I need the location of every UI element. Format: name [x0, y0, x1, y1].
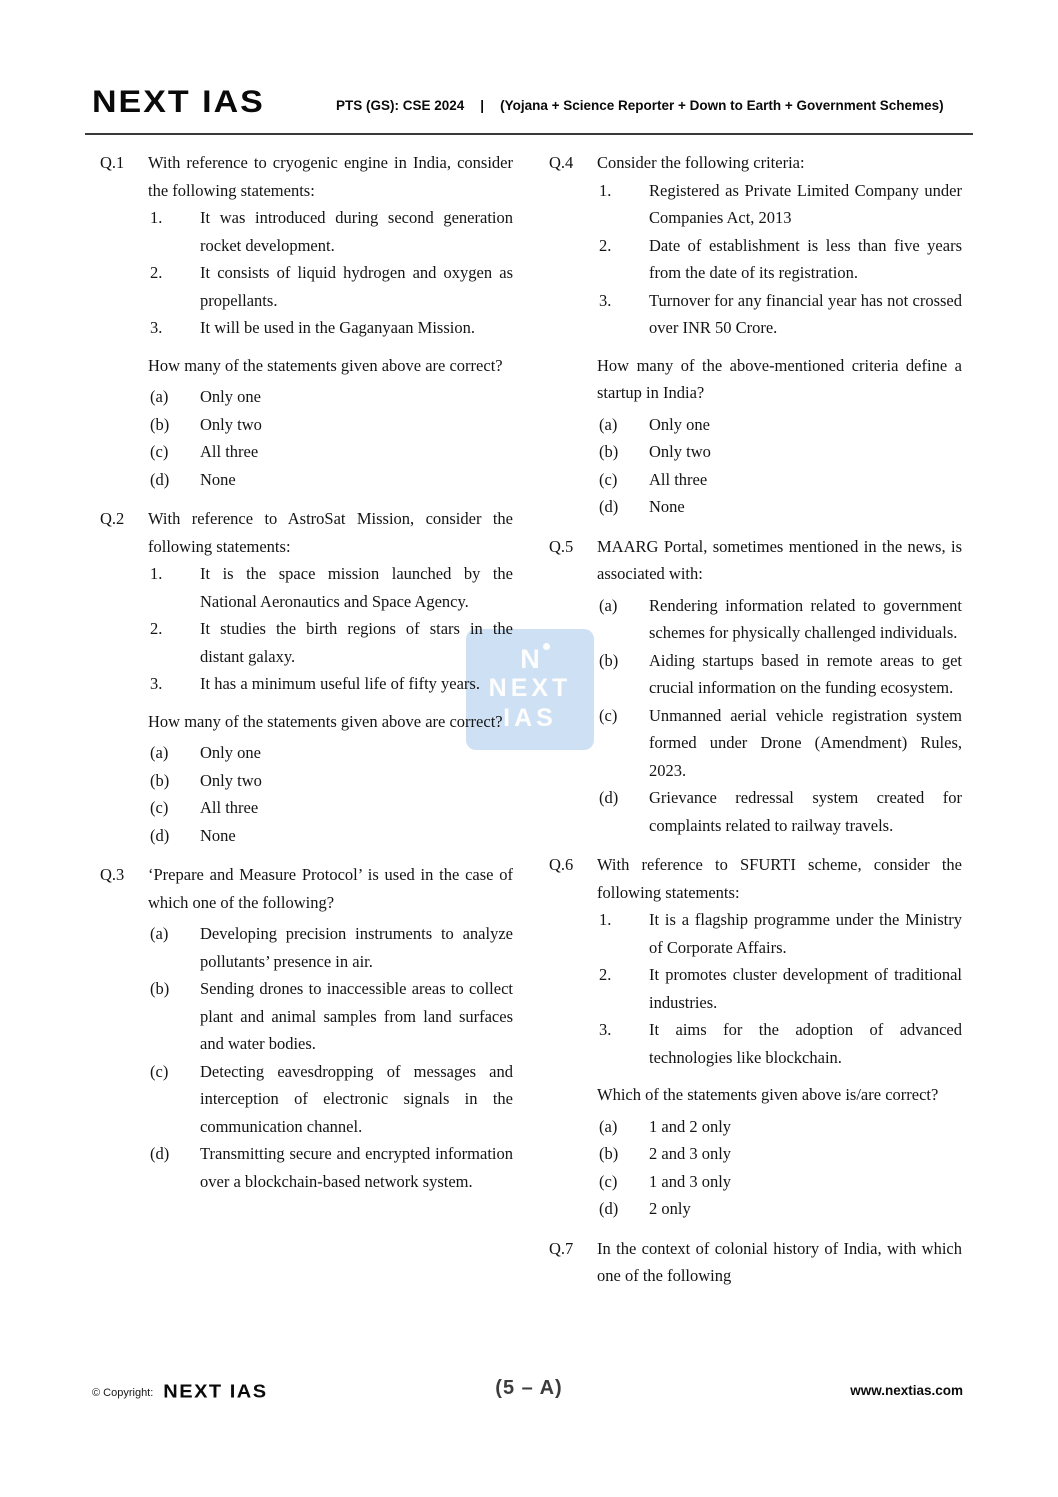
option-label: (a) [599, 414, 618, 434]
option-text: All three [200, 442, 259, 461]
statement-number: 3. [599, 1020, 612, 1039]
statement-row [148, 204, 513, 259]
question-intro: ‘Prepare and Measure Protocol’ is used in the case of which one of the following? [148, 865, 513, 912]
option-text: Unmanned aerial vehicle registration system formed under Drone (Amendment) Rules, 2023. [649, 705, 962, 780]
option-text: 2 only [649, 1199, 691, 1218]
option-label: (d) [150, 825, 170, 845]
option-row [597, 1195, 962, 1223]
statement-text: It will be used in the Gaganyaan Mission. [200, 318, 475, 337]
question-block [549, 851, 962, 1223]
option-label: (c) [599, 705, 618, 725]
option-row [148, 822, 513, 850]
statement-text: It has a minimum useful life of fifty years. [200, 674, 480, 693]
option-text: Sending drones to inaccessible areas to collect plant and animal samples from land surfaces and water bodies. [200, 979, 513, 1053]
statement-text: It studies the birth regions of stars in the distant galaxy. [200, 619, 513, 666]
option-row [148, 794, 513, 822]
header-sources: (Yojana + Science Reporter + Down to Earth + Government Schemes) [500, 98, 944, 113]
website-link[interactable]: www.nextias.com [850, 1383, 963, 1398]
question-body [597, 533, 962, 840]
question-number: Q.1 [100, 153, 125, 172]
option-row [148, 975, 513, 1058]
option-text: All three [649, 469, 708, 489]
question-body [597, 1235, 962, 1290]
statement-row [597, 1016, 962, 1071]
option-text: 1 and 2 only [649, 1116, 732, 1136]
copyright-label: © Copyright: [92, 1386, 154, 1399]
option-list [597, 592, 962, 840]
option-row [597, 411, 962, 439]
question-number: Q.2 [100, 509, 125, 528]
header-course: PTS (GS): CSE 2024 [336, 98, 465, 113]
question-intro: With reference to cryogenic engine in India, consider the following statements: [148, 153, 513, 200]
statement-text: It promotes cluster development of traditional industries. [649, 965, 962, 1012]
question-block [100, 505, 513, 849]
question-number: Q.5 [549, 536, 574, 556]
statement-row [597, 961, 962, 1016]
option-text: Developing precision instruments to analyze pollutants’ presence in air. [200, 924, 513, 971]
statement-number: 2. [150, 263, 163, 282]
statement-text: It is a flagship programme under the Ministry of Corporate Affairs. [649, 910, 962, 957]
option-label: (c) [150, 442, 169, 461]
question-number: Q.4 [549, 153, 574, 172]
option-label: (a) [150, 387, 169, 406]
statement-number: 3. [150, 318, 163, 337]
question-intro: In the context of colonial history of India, with which one of the following [597, 1238, 962, 1285]
option-text: Grievance redressal system created for complaints related to railway travels. [649, 788, 962, 835]
statement-text: It consists of liquid hydrogen and oxygen as propellants. [200, 263, 513, 310]
question-intro: MAARG Portal, sometimes mentioned in the news, is associated with: [597, 536, 962, 583]
option-row [148, 767, 513, 795]
statement-row [148, 259, 513, 314]
option-row [597, 702, 962, 785]
option-text: Aiding startups based in remote areas to get crucial information on the funding ecosystem. [649, 650, 962, 697]
option-row [148, 1140, 513, 1195]
option-row [148, 438, 513, 466]
statement-list [597, 906, 962, 1071]
statement-text: Registered as Private Limited Company under Companies Act, 2013 [649, 180, 962, 227]
statement-row [597, 287, 962, 342]
option-row [597, 493, 962, 521]
footer-nextias-logo: NEXT IAS [163, 1381, 268, 1403]
question-block [549, 533, 962, 840]
option-text: Only two [649, 442, 711, 461]
option-row [597, 592, 962, 647]
statement-list [597, 177, 962, 342]
option-label: (c) [150, 1061, 169, 1081]
option-label: (b) [599, 650, 619, 670]
option-row [597, 1168, 962, 1196]
option-row [148, 920, 513, 975]
option-text: Rendering information related to government schemes for physically challenged individuals. [649, 595, 962, 642]
option-row [597, 1140, 962, 1168]
question-block [549, 1235, 962, 1290]
question-body [597, 851, 962, 1223]
option-label: (d) [150, 1144, 170, 1163]
column-right [549, 149, 962, 1302]
option-text: Detecting eavesdropping of messages and interception of electronic signals in the communication channel. [200, 1061, 513, 1136]
statement-row [597, 177, 962, 232]
column-left [100, 149, 513, 1302]
question-block [100, 149, 513, 493]
question-body [148, 505, 513, 849]
question-block [549, 149, 962, 521]
option-row [148, 1058, 513, 1141]
option-text: Transmitting secure and encrypted information over a blockchain-based network system. [200, 1144, 513, 1191]
question-stem: How many of the statements given above are correct? [148, 355, 503, 375]
statement-list [148, 204, 513, 342]
statement-number: 1. [150, 208, 163, 227]
statement-text: Date of establishment is less than five years from the date of its registration. [649, 235, 962, 282]
statement-number: 1. [150, 564, 163, 583]
statement-number: 1. [599, 910, 612, 929]
question-body [148, 861, 513, 1195]
question-columns [100, 149, 962, 1302]
question-stem: How many of the statements given above are correct? [148, 711, 503, 731]
option-text: None [200, 825, 236, 845]
option-label: (d) [599, 497, 619, 516]
statement-number: 2. [599, 235, 612, 255]
statement-list [148, 560, 513, 698]
option-text: None [649, 497, 685, 516]
question-intro: Consider the following criteria: [597, 153, 805, 172]
statement-row [597, 906, 962, 961]
statement-number: 3. [599, 290, 612, 310]
option-list [148, 920, 513, 1195]
option-label: (c) [150, 798, 169, 817]
option-row [597, 438, 962, 466]
statement-text: Turnover for any financial year has not crossed over INR 50 Crore. [649, 290, 962, 337]
option-row [148, 739, 513, 767]
question-intro: With reference to SFURTI scheme, consider the following statements: [597, 855, 962, 902]
option-text: Only two [200, 414, 262, 434]
statement-row [148, 560, 513, 615]
question-body [148, 149, 513, 493]
option-label: (d) [599, 1199, 619, 1218]
statement-number: 3. [150, 674, 163, 693]
statement-text: It was introduced during second generation rocket development. [200, 208, 513, 255]
option-row [148, 383, 513, 411]
option-label: (a) [599, 595, 618, 615]
statement-row [148, 615, 513, 670]
option-row [597, 647, 962, 702]
option-text: Only one [200, 743, 261, 762]
question-number: Q.7 [549, 1238, 574, 1258]
statement-number: 2. [599, 965, 612, 984]
question-stem: Which of the statements given above is/are correct? [597, 1085, 939, 1104]
question-stem: How many of the above-mentioned criteria define a startup in India? [597, 355, 962, 402]
question-body [597, 149, 962, 521]
question-number: Q.6 [549, 855, 574, 874]
option-label: (a) [599, 1116, 618, 1136]
option-row [148, 466, 513, 494]
option-label: (a) [150, 924, 169, 943]
statement-number: 1. [599, 180, 612, 200]
header-info [336, 98, 944, 113]
option-list [148, 739, 513, 849]
option-row [597, 1113, 962, 1141]
option-list [597, 411, 962, 521]
option-label: (c) [599, 1171, 618, 1191]
option-text: None [200, 469, 236, 489]
option-list [597, 1113, 962, 1223]
option-text: 1 and 3 only [649, 1171, 732, 1191]
nextias-logo: NEXT IAS [92, 84, 265, 120]
option-text: 2 and 3 only [649, 1144, 732, 1163]
option-label: (b) [150, 414, 170, 434]
statement-row [148, 670, 513, 698]
statement-number: 2. [150, 619, 163, 638]
header-divider: | [480, 98, 485, 113]
option-label: (b) [599, 1144, 619, 1163]
option-list [148, 383, 513, 493]
option-row [148, 411, 513, 439]
page-number: (5 – A) [495, 1377, 563, 1399]
question-intro: With reference to AstroSat Mission, consider the following statements: [148, 509, 513, 556]
question-block [100, 861, 513, 1195]
statement-text: It is the space mission launched by the National Aeronautics and Space Agency. [200, 564, 513, 611]
option-text: Only two [200, 770, 262, 790]
option-row [597, 466, 962, 494]
option-text: Only one [200, 387, 261, 406]
statement-row [148, 314, 513, 342]
header-rule [85, 133, 973, 135]
option-text: All three [200, 798, 259, 817]
statement-row [597, 232, 962, 287]
option-row [597, 784, 962, 839]
option-label: (d) [150, 469, 170, 489]
watermark-text-ias: IAS [503, 704, 557, 732]
question-number: Q.3 [100, 865, 125, 884]
option-label: (b) [150, 979, 170, 998]
option-label: (b) [599, 442, 619, 461]
option-label: (d) [599, 788, 619, 807]
option-label: (a) [150, 743, 169, 762]
option-label: (b) [150, 770, 170, 790]
option-text: Only one [649, 414, 710, 434]
option-label: (c) [599, 469, 618, 489]
watermark-monogram-icon: N [520, 644, 540, 675]
watermark-text-next: NEXT [488, 674, 572, 703]
statement-text: It aims for the adoption of advanced technologies like blockchain. [649, 1020, 962, 1067]
